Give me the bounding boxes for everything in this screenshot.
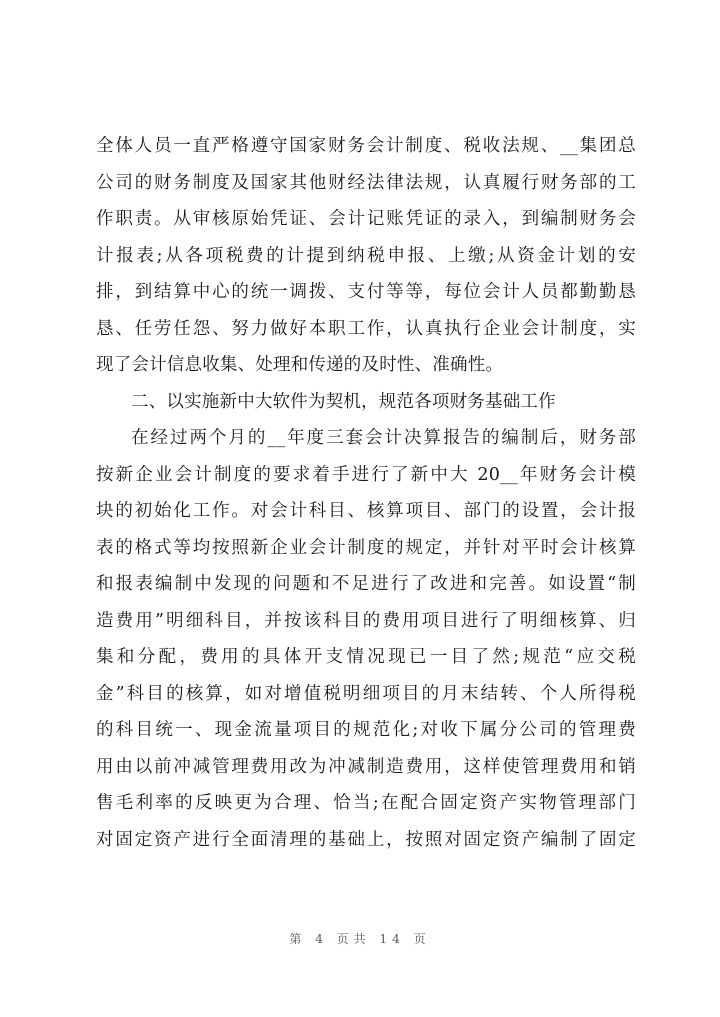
text-line: 排，到结算中心的统一调拨、支付等等，每位会计人员都勤勤恳	[96, 282, 636, 302]
text-line: 按新企业会计制度的要求着手进行了新中大 20__年财务会计模	[96, 464, 636, 485]
text-line: 集和分配，费用的具体开支情况现已一目了然;规范“应交税	[96, 647, 636, 667]
text-line: 金”科目的核算，如对增值税明细项目的月末结转、个人所得税	[96, 683, 636, 704]
text-line: 全体人员一直严格遵守国家财务会计制度、税收法规、__集团总	[96, 136, 636, 156]
text-line: 对固定资产进行全面清理的基础上，按照对固定资产编制了固定	[96, 829, 636, 850]
text-line: 在经过两个月的__年度三套会计决算报告的编制后，财务部	[131, 428, 636, 448]
text-line: 公司的财务制度及国家其他财经法律法规，认真履行财务部的工	[96, 172, 636, 193]
text-line: 现了会计信息收集、处理和传递的及时性、准确性。	[96, 355, 504, 375]
text-line: 恳、任劳任怨、努力做好本职工作，认真执行企业会计制度，实	[96, 318, 636, 339]
text-line: 造费用”明细科目，并按该科目的费用项目进行了明细核算、归	[96, 610, 636, 631]
text-line: 表的格式等均按照新企业会计制度的规定，并针对平时会计核算	[96, 537, 636, 558]
text-line: 售毛利率的反映更为合理、恰当;在配合固定资产实物管理部门	[96, 793, 636, 813]
body-text	[96, 128, 636, 858]
section-heading: 二、以实施新中大软件为契机，规范各项财务基础工作	[131, 391, 556, 412]
text-line: 作职责。从审核原始凭证、会计记账凭证的录入，到编制财务会	[96, 209, 636, 229]
text-line: 计报表;从各项税费的计提到纳税申报、上缴;从资金计划的安	[96, 245, 636, 266]
text-line: 用由以前冲减管理费用改为冲减制造费用，这样使管理费用和销	[96, 756, 636, 777]
text-line: 的科目统一、现金流量项目的规范化;对收下属分公司的管理费	[96, 720, 636, 740]
page-number-footer: 第 4 页共 14 页	[289, 932, 431, 946]
text-line: 块的初始化工作。对会计科目、核算项目、部门的设置，会计报	[96, 501, 636, 521]
text-line: 和报表编制中发现的问题和不足进行了改进和完善。如设置“制	[96, 574, 636, 594]
